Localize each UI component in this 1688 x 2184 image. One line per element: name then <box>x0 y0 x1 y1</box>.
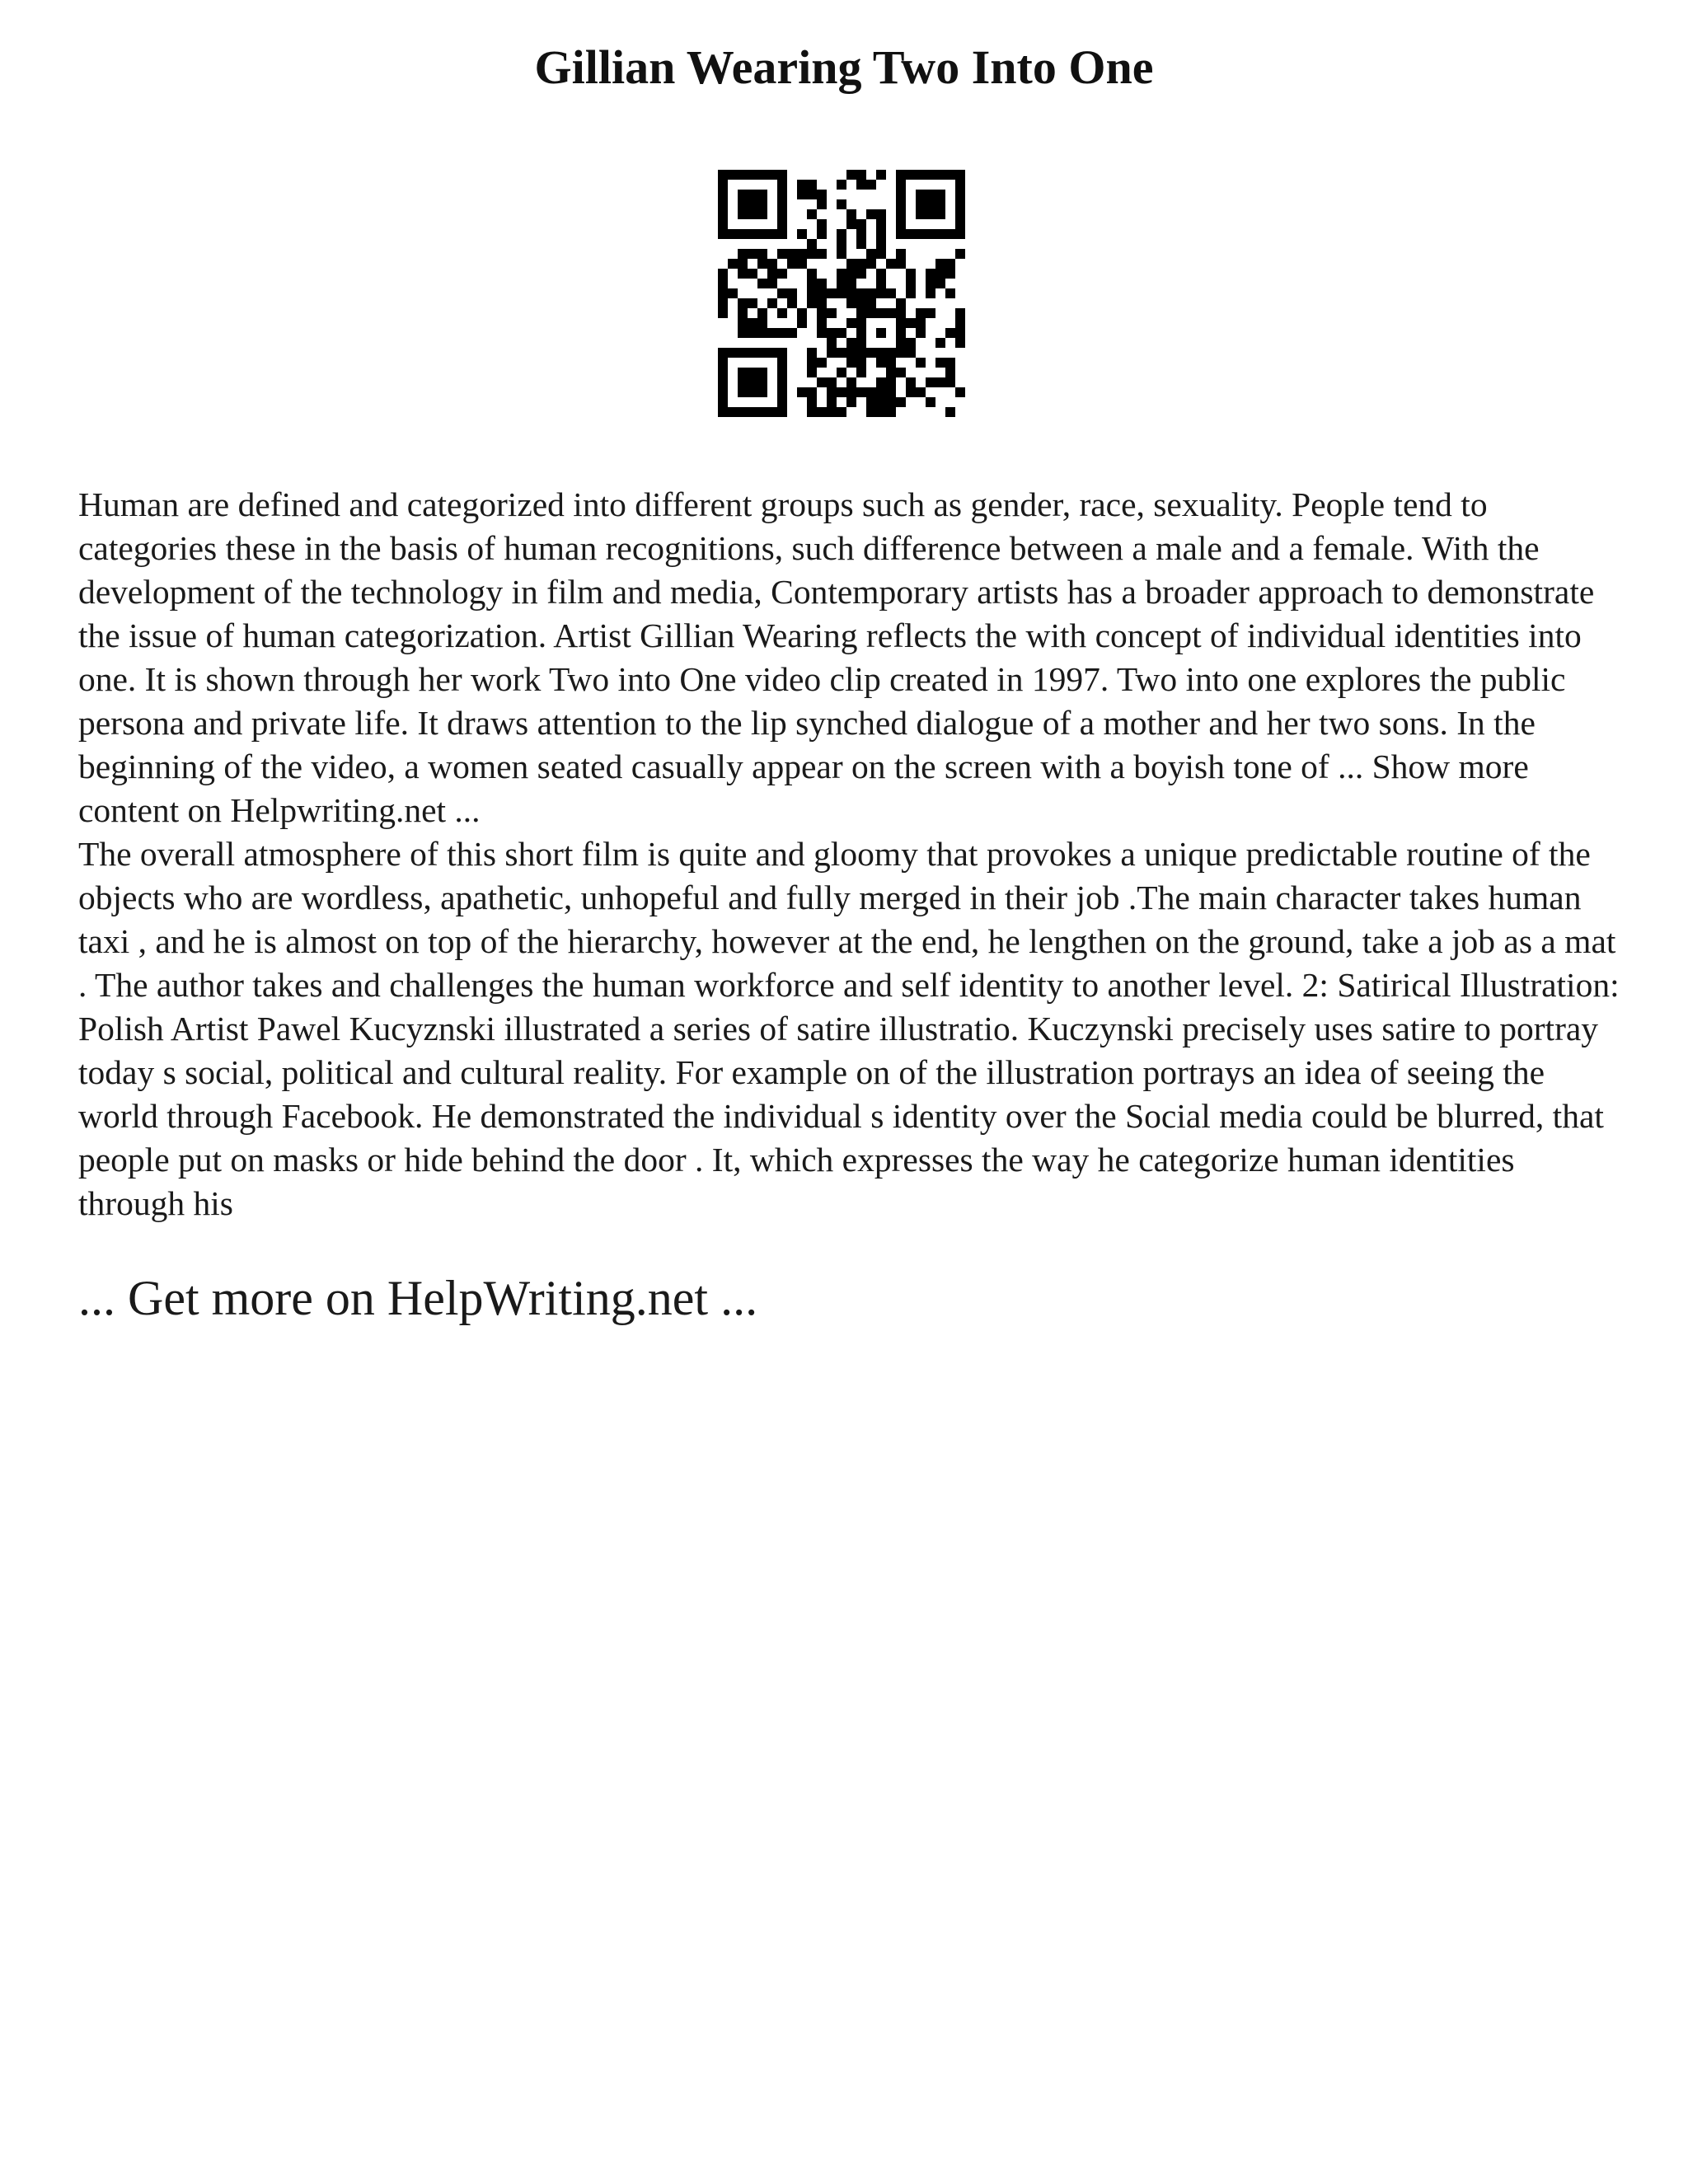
paragraph: Human are defined and categorized into different groups such as gender, race, sexuality. People tend to categories these in the basis of human recognitions, such difference between a male and a female. With the development of the technology in film and media, Contemporary artists has a broader approach to demonstrate the issue of human categorization. Artist Gillian Wearing reflects the with concept of individual identities into one. It is shown through her work Two into One video clip created in 1997. Two into one explores the public persona and private life. It draws attention to the lip synched dialogue of a mother and her two sons. In the beginning of the video, a women seated casually appear on the screen with a boyish tone of ... Show more content on Helpwriting.net ... <box>78 485 1595 829</box>
article-body <box>78 483 1628 1226</box>
qr-code-icon[interactable] <box>718 170 965 417</box>
paragraph: The overall atmosphere of this short film is quite and gloomy that provokes a unique predictable routine of the objects who are wordless, apathetic, unhopeful and fully merged in their job .The main character takes human taxi , and he is almost on top of the hierarchy, however at the end, he lengthen on the ground, take a job as a mat . The author takes and challenges the human workforce and self identity to another level. 2: Satirical Illustration: Polish Artist Pawel Kucyznski illustrated a series of satire illustratio. Kuczynski precisely uses satire to portray today s social, political and cultural reality. For example on of the illustration portrays an idea of seeing the world through Facebook. He demonstrated the individual s identity over the Social media could be blurred, that people put on masks or hide behind the door . It, which expresses the way he categorize human identities through his <box>78 835 1620 1222</box>
page-title: Gillian Wearing Two Into One <box>534 40 1154 94</box>
get-more-link[interactable]: ... Get more on HelpWriting.net ... <box>78 1271 758 1325</box>
